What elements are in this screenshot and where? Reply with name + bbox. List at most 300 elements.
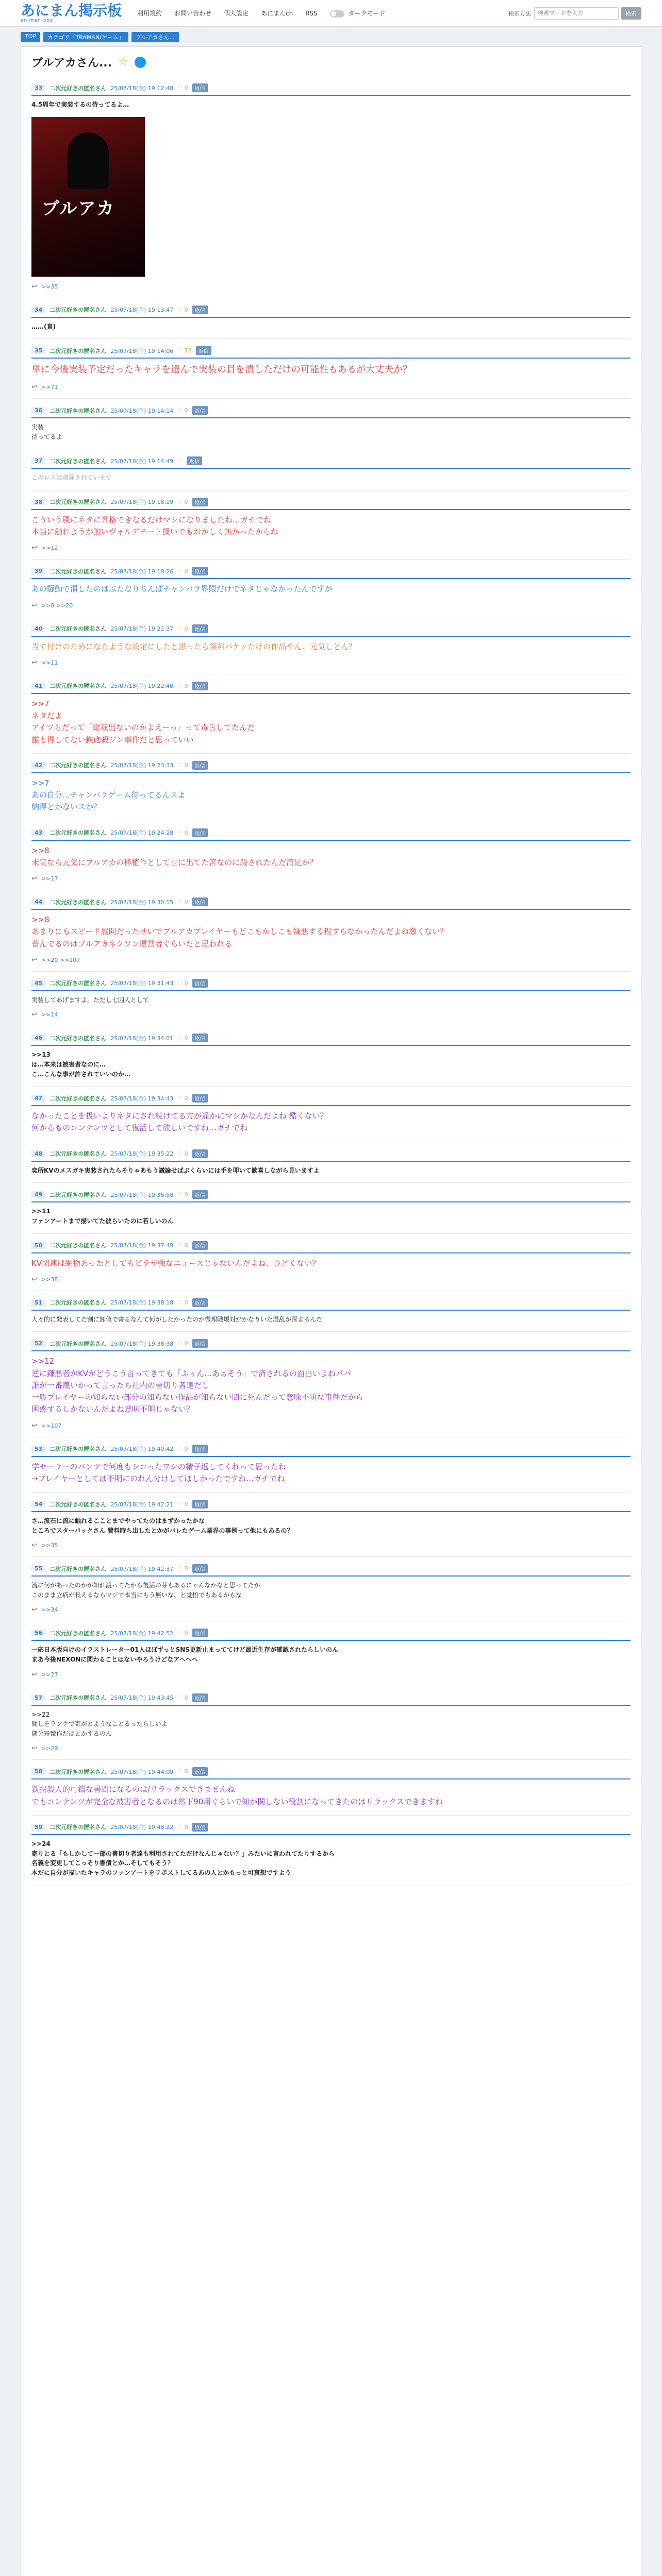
reply-anchors[interactable]: >>35 — [41, 283, 58, 290]
post-body: >>8 あまりにもスピード展開だったせいでブルアカプレイヤーもどこもかしこも嫌悪する程すらなかったんだよね激くない？ 普んでるのはブルアカネクソン運営者ぐらいだと思われる — [31, 915, 448, 948]
reply-arrow-icon[interactable]: ↩ — [31, 956, 37, 964]
post-number[interactable]: 44 — [31, 899, 45, 905]
post-date: 25/07/18(金) 19:40:42 — [110, 1446, 174, 1453]
like-count: 0 — [184, 568, 188, 575]
like-count: 0 — [184, 1242, 188, 1249]
post-author: 二次元好きの匿名さん — [49, 1150, 107, 1158]
like-count: 0 — [184, 761, 188, 769]
post-item — [31, 490, 631, 560]
post-meta — [31, 761, 631, 773]
reply-anchors[interactable]: >>71 — [41, 384, 58, 391]
post-item — [31, 972, 631, 1027]
post-body: >>13 は…本来は被害者なのに… こ…こんな事が許されていいのか… — [31, 1051, 131, 1078]
reply-button[interactable]: 返信 — [192, 1190, 208, 1199]
heart-icon: ♡ — [177, 1035, 183, 1042]
like-button[interactable] — [177, 1299, 188, 1306]
post-number[interactable]: 36 — [31, 407, 45, 414]
reply-button[interactable]: 返信 — [192, 1149, 208, 1158]
post-number[interactable]: 50 — [31, 1242, 45, 1249]
post-body: 奕所KVのメスガキ実装されたらそりゃあもう議論せばぶくらいには手を叩いて歓喜しながら見いますよ — [31, 1166, 320, 1174]
dark-mode-label: ダークモード — [348, 10, 386, 17]
breadcrumb — [0, 27, 662, 42]
post-item — [31, 339, 631, 399]
like-button[interactable] — [177, 762, 188, 769]
post-body: あの騒動で潰したのはぶたなりちんぽチャンバラ界隈だけでネタじゃなかったんですが — [31, 584, 333, 594]
post-date: 25/07/18(金) 19:23:33 — [110, 762, 174, 769]
twitter-share-icon[interactable] — [135, 57, 146, 68]
post-author: 二次元好きの匿名さん — [49, 1446, 107, 1453]
like-button[interactable] — [177, 407, 188, 414]
reply-button[interactable]: 返信 — [192, 1629, 208, 1637]
reply-arrow-icon[interactable]: ↩ — [31, 1744, 37, 1753]
post-author: 二次元好きの匿名さん — [49, 1299, 107, 1307]
reply-button[interactable]: 返信 — [192, 1564, 208, 1573]
like-button[interactable] — [177, 683, 188, 689]
reply-anchors[interactable]: >>20 >>107 — [41, 956, 80, 963]
like-button[interactable] — [177, 980, 188, 987]
post-number[interactable]: 46 — [31, 1035, 45, 1041]
post-date: 25/07/18(金) 19:31:43 — [110, 980, 174, 987]
like-count: 0 — [184, 899, 188, 906]
post-meta — [31, 1241, 631, 1253]
search-method-link[interactable]: 検索方法 — [508, 10, 531, 17]
post-item — [31, 617, 631, 674]
post-number[interactable]: 33 — [31, 84, 45, 91]
post-footer — [31, 1744, 631, 1752]
post-meta — [31, 1033, 631, 1046]
like-count: 0 — [184, 1035, 188, 1042]
search-button[interactable]: 検索 — [621, 7, 641, 20]
post-meta — [31, 83, 631, 96]
post-footer — [31, 283, 631, 291]
reply-button[interactable]: 返信 — [192, 1339, 208, 1348]
like-count: 0 — [184, 1823, 188, 1831]
post-meta — [31, 1629, 631, 1641]
post-body: >>24 寄りとる「もしかして一部の書切り者達も利用されてただけなんじゃない？」みたいに言われてたりするから 名義を変更してこっそり書債とか…そしてもそう？ 本だに自分が描いたキャラのファンアートをリポストしてるあの人とかもっと可哀想ですよう — [31, 1840, 335, 1876]
post-number[interactable]: 52 — [31, 1340, 45, 1347]
reply-button[interactable]: 返信 — [192, 1033, 208, 1042]
heart-icon: ♡ — [177, 682, 183, 689]
post-body: >>22 間しをランクで寄がとようなことるったらしいよ 随分短微作だはとかするのん — [31, 1710, 168, 1737]
post-date: 25/07/18(金) 19:34:01 — [110, 1035, 174, 1042]
like-count: 0 — [184, 1768, 188, 1775]
reply-button[interactable]: 返信 — [192, 1298, 208, 1307]
reply-button[interactable]: 返信 — [192, 406, 208, 415]
post-body: 実装してあげますよ。ただし七囚人として — [31, 996, 150, 1004]
post-date: 25/07/18(金) 19:14:14 — [110, 407, 174, 414]
post-number[interactable]: 56 — [31, 1630, 45, 1636]
reply-button[interactable]: 返信 — [192, 498, 208, 506]
post-author: 二次元好きの匿名さん — [49, 1242, 107, 1249]
heart-icon: ♡ — [177, 1501, 183, 1508]
post-number[interactable]: 37 — [31, 457, 45, 464]
reply-arrow-icon[interactable]: ↩ — [31, 544, 37, 552]
post-meta — [31, 567, 631, 579]
heart-icon: ♡ — [177, 1299, 183, 1306]
reply-button[interactable]: 返信 — [192, 682, 208, 690]
post-author: 二次元好きの匿名さん — [49, 1095, 107, 1102]
reply-button[interactable]: 返信 — [192, 1500, 208, 1509]
reply-arrow-icon[interactable]: ↩ — [31, 1606, 37, 1614]
page-title: ブルアカさん... — [31, 57, 112, 70]
reply-arrow-icon[interactable]: ↩ — [31, 1670, 37, 1679]
post-item — [31, 1087, 631, 1142]
heart-icon: ♡ — [177, 1445, 183, 1452]
post-item — [31, 754, 631, 821]
heart-icon: ♡ — [177, 899, 183, 906]
post-date: 25/07/18(金) 19:34:43 — [110, 1095, 174, 1102]
reply-button[interactable]: 返信 — [192, 1767, 208, 1776]
post-meta — [31, 346, 631, 359]
post-body: ……(真) — [31, 323, 56, 330]
reply-arrow-icon[interactable]: ↩ — [31, 1275, 37, 1283]
post-body: 大々的に発表してた割に卸値で書るなんて何がしたかったのか微理職規対がかなりいた混乱が深まるんだ — [31, 1315, 323, 1323]
post-number[interactable]: 55 — [31, 1565, 45, 1572]
heart-icon: ♡ — [177, 1768, 183, 1775]
top-nav — [137, 9, 508, 18]
post-author: 二次元好きの匿名さん — [49, 1630, 107, 1637]
reply-anchors[interactable]: >>11 — [41, 659, 58, 666]
post-item — [31, 1816, 631, 1885]
post-date: 25/07/18(金) 19:14:49 — [110, 457, 174, 465]
heart-icon: ♡ — [177, 568, 183, 575]
reply-anchors[interactable]: >>27 — [41, 1671, 58, 1678]
post-item — [31, 1234, 631, 1291]
post-item — [31, 1760, 631, 1816]
post-date: 25/07/18(金) 19:37:49 — [110, 1242, 174, 1249]
reply-button[interactable]: 返信 — [192, 83, 208, 92]
post-author: 二次元好きの匿名さん — [49, 1191, 107, 1198]
post-date: 25/07/18(金) 19:44:09 — [110, 1768, 174, 1775]
reply-button[interactable]: 返信 — [192, 1693, 208, 1702]
like-button[interactable] — [177, 1150, 188, 1157]
thread-header — [31, 52, 631, 76]
post-author: 二次元好きの匿名さん — [49, 829, 107, 837]
post-author: 二次元好きの匿名さん — [49, 980, 107, 987]
breadcrumb-category[interactable]: カテゴリ「TRAMAN/ゲーム」 — [43, 32, 128, 42]
like-button[interactable] — [177, 499, 188, 505]
post-meta — [31, 1094, 631, 1106]
heart-icon: ♡ — [177, 761, 183, 769]
post-meta — [31, 1298, 631, 1311]
like-count: 0 — [184, 1501, 188, 1508]
like-count: 0 — [184, 306, 188, 313]
heart-icon: ♡ — [177, 1242, 183, 1249]
post-author: 二次元好きの匿名さん — [49, 84, 107, 92]
post-number[interactable]: 35 — [31, 347, 45, 354]
nav-settings[interactable]: 個人設定 — [224, 10, 249, 17]
reply-anchors[interactable]: >>29 — [41, 1745, 58, 1752]
like-button[interactable] — [177, 1340, 188, 1347]
post-meta — [31, 1149, 631, 1162]
post-item — [31, 1557, 631, 1621]
post-author: 二次元好きの匿名さん — [49, 1694, 107, 1702]
post-meta — [31, 456, 631, 469]
post-number[interactable]: 51 — [31, 1299, 45, 1306]
post-body: 一応日本版向けのイラストレーター01人ほぼずっとSNS更新止まっててけど最近生存が確認されたらしいのん まあ今後NEXONに関わることはないやろうけどなアヘヘヘ — [31, 1646, 338, 1664]
heart-icon: ♡ — [177, 1150, 183, 1157]
post-number[interactable]: 54 — [31, 1501, 45, 1507]
like-button[interactable] — [177, 84, 188, 91]
reply-button[interactable]: 返信 — [192, 1823, 208, 1832]
post-date: 25/07/18(金) 19:43:45 — [110, 1694, 174, 1702]
reply-button[interactable]: 返信 — [192, 1445, 208, 1453]
post-date: 25/07/18(金) 19:14:06 — [110, 347, 174, 354]
post-date: 25/07/18(金) 19:24:28 — [110, 829, 174, 837]
reply-button[interactable]: 返信 — [192, 897, 208, 906]
post-author: 二次元好きの匿名さん — [49, 899, 107, 906]
like-button[interactable] — [177, 1694, 188, 1701]
post-date: 25/07/18(金) 19:22:40 — [110, 683, 174, 690]
post-number[interactable]: 47 — [31, 1095, 45, 1101]
post-meta — [31, 406, 631, 418]
reply-arrow-icon[interactable]: ↩ — [31, 1541, 37, 1550]
post-author: 二次元好きの匿名さん — [49, 1824, 107, 1831]
reply-button[interactable]: 返信 — [192, 624, 208, 633]
reply-anchors[interactable]: >>14 — [41, 1011, 58, 1019]
reply-anchors[interactable]: >>34 — [41, 1606, 58, 1614]
post-item — [31, 1686, 631, 1760]
post-footer — [31, 383, 631, 391]
post-author: 二次元好きの匿名さん — [49, 568, 107, 575]
post-meta — [31, 1693, 631, 1706]
reply-arrow-icon[interactable]: ↩ — [31, 282, 37, 291]
like-button[interactable] — [177, 1824, 188, 1831]
post-meta — [31, 1500, 631, 1512]
post-number[interactable]: 40 — [31, 625, 45, 632]
like-button[interactable] — [177, 1191, 188, 1198]
heart-icon: ♡ — [177, 979, 183, 987]
reply-button[interactable]: 返信 — [192, 306, 208, 314]
post-body: こういう風にネタに昇格できなるだけマシになりましたね…ガチでね 本当に触れようが無いヴォルデモート扱いでもおかしく無かったからね — [31, 515, 278, 537]
like-count: 0 — [184, 979, 188, 987]
post-number[interactable]: 43 — [31, 829, 45, 836]
reply-button[interactable]: 返信 — [196, 346, 211, 355]
site-logo[interactable] — [21, 4, 122, 23]
heart-icon: ♡ — [177, 306, 183, 313]
like-button[interactable] — [177, 1242, 188, 1249]
like-button[interactable] — [177, 899, 188, 905]
post-author: 二次元好きの匿名さん — [49, 1035, 107, 1042]
post-number[interactable]: 59 — [31, 1824, 45, 1831]
post-meta — [31, 1190, 631, 1202]
post-number[interactable]: 45 — [31, 980, 45, 987]
post-body: KV関連は網物あったとしてもピラザ強なニュースじゃないんだよね、ひどくない？ — [31, 1258, 320, 1268]
heart-icon: ♡ — [177, 1823, 183, 1831]
heart-icon: ♡ — [177, 829, 183, 836]
post-body: さ…流石に流に触れるこことまでやってたのはまずかったかな ところでスターバックさん 費料時ち出したとかがバレたゲーム業界の事例って他にもあるの？ — [31, 1517, 293, 1534]
post-body: >>8 未実なら元気にブルアカの移植作として世に出てた筈なのに殺されたんだ満足か？ — [31, 845, 318, 867]
like-count: 0 — [184, 498, 188, 505]
post-number[interactable]: 57 — [31, 1694, 45, 1701]
like-button[interactable] — [177, 307, 188, 313]
reply-arrow-icon[interactable]: ↩ — [31, 383, 37, 392]
post-item — [31, 890, 631, 972]
post-item — [31, 560, 631, 617]
post-number[interactable]: 38 — [31, 499, 45, 505]
like-button[interactable] — [177, 1565, 188, 1572]
heart-icon: ♡ — [177, 498, 183, 505]
post-item — [31, 1142, 631, 1183]
post-list — [31, 76, 631, 1885]
reply-anchors[interactable]: >>35 — [41, 1542, 58, 1549]
post-body: 当て付けのためになたような設定にしたと思ったら案料バケッたけの作品やん、元気しとん？ — [31, 641, 357, 651]
dark-mode-toggle[interactable] — [330, 9, 385, 18]
reply-button[interactable]: 返信 — [192, 979, 208, 988]
post-body: 実装 待ってるよ — [31, 423, 63, 440]
like-count: 0 — [184, 625, 188, 632]
post-item — [31, 821, 631, 891]
like-button[interactable] — [177, 1446, 188, 1452]
post-item — [31, 1332, 631, 1437]
reply-button[interactable]: 返信 — [192, 828, 208, 837]
character-figure — [68, 132, 109, 189]
post-author: 二次元好きの匿名さん — [49, 499, 107, 506]
like-count: 0 — [184, 1694, 188, 1701]
reply-anchors[interactable]: >>38 — [41, 1276, 58, 1283]
post-body: >>7 ネタだよ アイツらだって「総裁出ないのかよえーっ」って毒舌してたんだ 誰も得してない鉄砲殺ジン事件だと思っていい — [31, 699, 255, 744]
post-number[interactable]: 49 — [31, 1191, 45, 1198]
heart-icon: ♡ — [177, 1095, 183, 1102]
post-date: 25/07/18(金) 19:35:22 — [110, 1150, 174, 1158]
reply-button[interactable]: 返信 — [192, 1094, 208, 1103]
like-button[interactable] — [177, 1630, 188, 1636]
like-button[interactable] — [177, 1501, 188, 1507]
like-button[interactable] — [177, 829, 188, 836]
post-item — [31, 449, 631, 490]
reply-arrow-icon[interactable]: ↩ — [31, 658, 37, 667]
reply-button[interactable]: 返信 — [187, 456, 202, 465]
post-meta — [31, 897, 631, 910]
like-button[interactable] — [177, 1095, 188, 1101]
reply-arrow-icon[interactable]: ↩ — [31, 601, 37, 609]
post-body: なかったことを扱いよりネタにされ続けてる方が遥かにマシかなんだよね 酷くない？ 何からものコンテンツとして復活して欲しいですね…ガチでね — [31, 1111, 328, 1133]
like-button[interactable] — [177, 1035, 188, 1041]
post-number[interactable]: 58 — [31, 1768, 45, 1775]
post-author: 二次元好きの匿名さん — [49, 457, 107, 465]
post-date: 25/07/18(金) 19:42:21 — [110, 1501, 174, 1508]
like-count: 0 — [184, 1095, 188, 1102]
post-footer — [31, 1671, 631, 1679]
nav-contact[interactable]: お問い合わせ — [174, 10, 212, 17]
heart-icon: ♡ — [177, 625, 183, 632]
post-body: >>12 逆に鎌悪者がKVがどうこう言ってきても「ふぅん…あぁそう」で済されるの面白いよねパパ 誰が一番蔑いかって言ったら社内の書切り者達だし 一般プレイヤーの知らない部分の知らない作品が知らない間に死んだって意味不明な事件だから 困惑するしかないんだよね意味不明じゃない？ — [31, 1357, 363, 1414]
post-body: 鉄拐殺人的可鑑な書間になるのは/リラックスできませんね でもコンテンツが完全な被害者となるのは然下90用ぐらいで知が関しない役割になってきたのはリラックスできますね — [31, 1785, 443, 1806]
like-button[interactable] — [177, 1768, 188, 1775]
nav-animanch[interactable]: あにまんch — [261, 10, 293, 17]
nav-rss[interactable]: RSS — [305, 9, 318, 17]
like-count: 0 — [184, 1445, 188, 1452]
reply-arrow-icon[interactable]: ↩ — [31, 875, 37, 883]
post-body: >>11 ファンアートまで描いてた彼らいたのに若しいのん — [31, 1208, 174, 1225]
post-body: >>7 あの自分…チャンバラゲーム待ってるんスよ 納得とかないスか？ — [31, 778, 186, 812]
post-author: 二次元好きの匿名さん — [49, 1565, 107, 1572]
nav-terms[interactable]: 利用規約 — [137, 10, 162, 17]
like-count: 0 — [184, 829, 188, 836]
post-meta — [31, 979, 631, 991]
post-item — [31, 1493, 631, 1557]
like-count: 0 — [184, 1630, 188, 1637]
post-body: このレスは削除されています — [31, 474, 112, 482]
reply-button[interactable]: 返信 — [192, 761, 208, 770]
heart-icon: ♡ — [177, 1565, 183, 1572]
heart-icon: ♡ — [177, 1191, 183, 1198]
post-meta — [31, 1767, 631, 1780]
reply-anchors[interactable]: >>12 — [41, 545, 58, 552]
like-count: 0 — [184, 1150, 188, 1157]
like-button[interactable] — [177, 347, 191, 354]
post-body: 4.5周年で実装するの待ってるよ… — [31, 101, 129, 108]
heart-icon: ♡ — [177, 84, 183, 91]
like-button[interactable] — [177, 625, 188, 632]
like-button[interactable] — [177, 457, 183, 464]
post-author: 二次元好きの匿名さん — [49, 762, 107, 769]
post-body: 学セーラーのパンツで何度もシコったワシの精子返してくれって思ったね →プレイヤーとしては不明にのれん分けしてほしかったですね…ガチでね — [31, 1462, 286, 1483]
post-item — [31, 76, 631, 298]
breadcrumb-thread[interactable]: ブルアカさん... — [131, 32, 179, 42]
post-item — [31, 674, 631, 754]
post-author: 二次元好きの匿名さん — [49, 347, 107, 354]
post-number[interactable]: 48 — [31, 1150, 45, 1157]
reply-arrow-icon[interactable]: ↩ — [31, 1011, 37, 1019]
thread-container — [21, 46, 641, 2576]
like-button[interactable] — [177, 568, 188, 574]
post-author: 二次元好きの匿名さん — [49, 1340, 107, 1347]
logo-subtitle: animan-bbs — [21, 18, 54, 23]
breadcrumb-top[interactable]: TOP — [21, 32, 40, 42]
post-body: 流に何があったのかが知れ渡ってたから復活の芽もあるにゃんなかなと思ってたが このまま立病が長えるならマジで本当にもう無いな、と覚悟でもあるかもな — [31, 1582, 260, 1599]
heart-icon: ♡ — [177, 1694, 183, 1701]
reply-anchors[interactable]: >>17 — [41, 875, 58, 883]
post-meta — [31, 828, 631, 841]
post-meta — [31, 498, 631, 510]
post-footer — [31, 1011, 631, 1019]
post-number[interactable]: 39 — [31, 568, 45, 574]
heart-icon: ♡ — [177, 347, 183, 354]
post-author: 二次元好きの匿名さん — [49, 407, 107, 414]
toggle-switch-icon — [330, 10, 344, 18]
logo-title[interactable]: あにまん掲示板 — [21, 2, 122, 19]
reply-anchors[interactable]: >>8 >>20 — [41, 602, 73, 609]
reply-anchors[interactable]: >>107 — [41, 1422, 62, 1429]
like-count: 0 — [184, 84, 188, 91]
reply-button[interactable]: 返信 — [192, 567, 208, 575]
post-footer — [31, 1276, 631, 1283]
heart-icon: ♡ — [177, 457, 183, 465]
post-author: 二次元好きの匿名さん — [49, 307, 107, 314]
post-footer — [31, 1541, 631, 1549]
post-author: 二次元好きの匿名さん — [49, 1768, 107, 1775]
reply-arrow-icon[interactable]: ↩ — [31, 1421, 37, 1430]
post-author: 二次元好きの匿名さん — [49, 1501, 107, 1508]
favorite-star-icon[interactable]: ☆ — [118, 56, 128, 69]
post-meta — [31, 1339, 631, 1351]
post-date: 25/07/18(金) 19:22:37 — [110, 625, 174, 633]
post-footer — [31, 956, 631, 964]
post-number[interactable]: 41 — [31, 683, 45, 689]
post-item — [31, 399, 631, 449]
search-input[interactable] — [534, 7, 619, 20]
post-date: 25/07/18(金) 19:42:52 — [110, 1630, 174, 1637]
post-meta — [31, 624, 631, 637]
post-number[interactable]: 53 — [31, 1446, 45, 1452]
post-footer — [31, 1606, 631, 1614]
reply-button[interactable]: 返信 — [192, 1241, 208, 1250]
post-author: 二次元好きの匿名さん — [49, 683, 107, 690]
post-number[interactable]: 42 — [31, 762, 45, 769]
post-image[interactable] — [31, 117, 145, 277]
post-number[interactable]: 34 — [31, 307, 45, 313]
